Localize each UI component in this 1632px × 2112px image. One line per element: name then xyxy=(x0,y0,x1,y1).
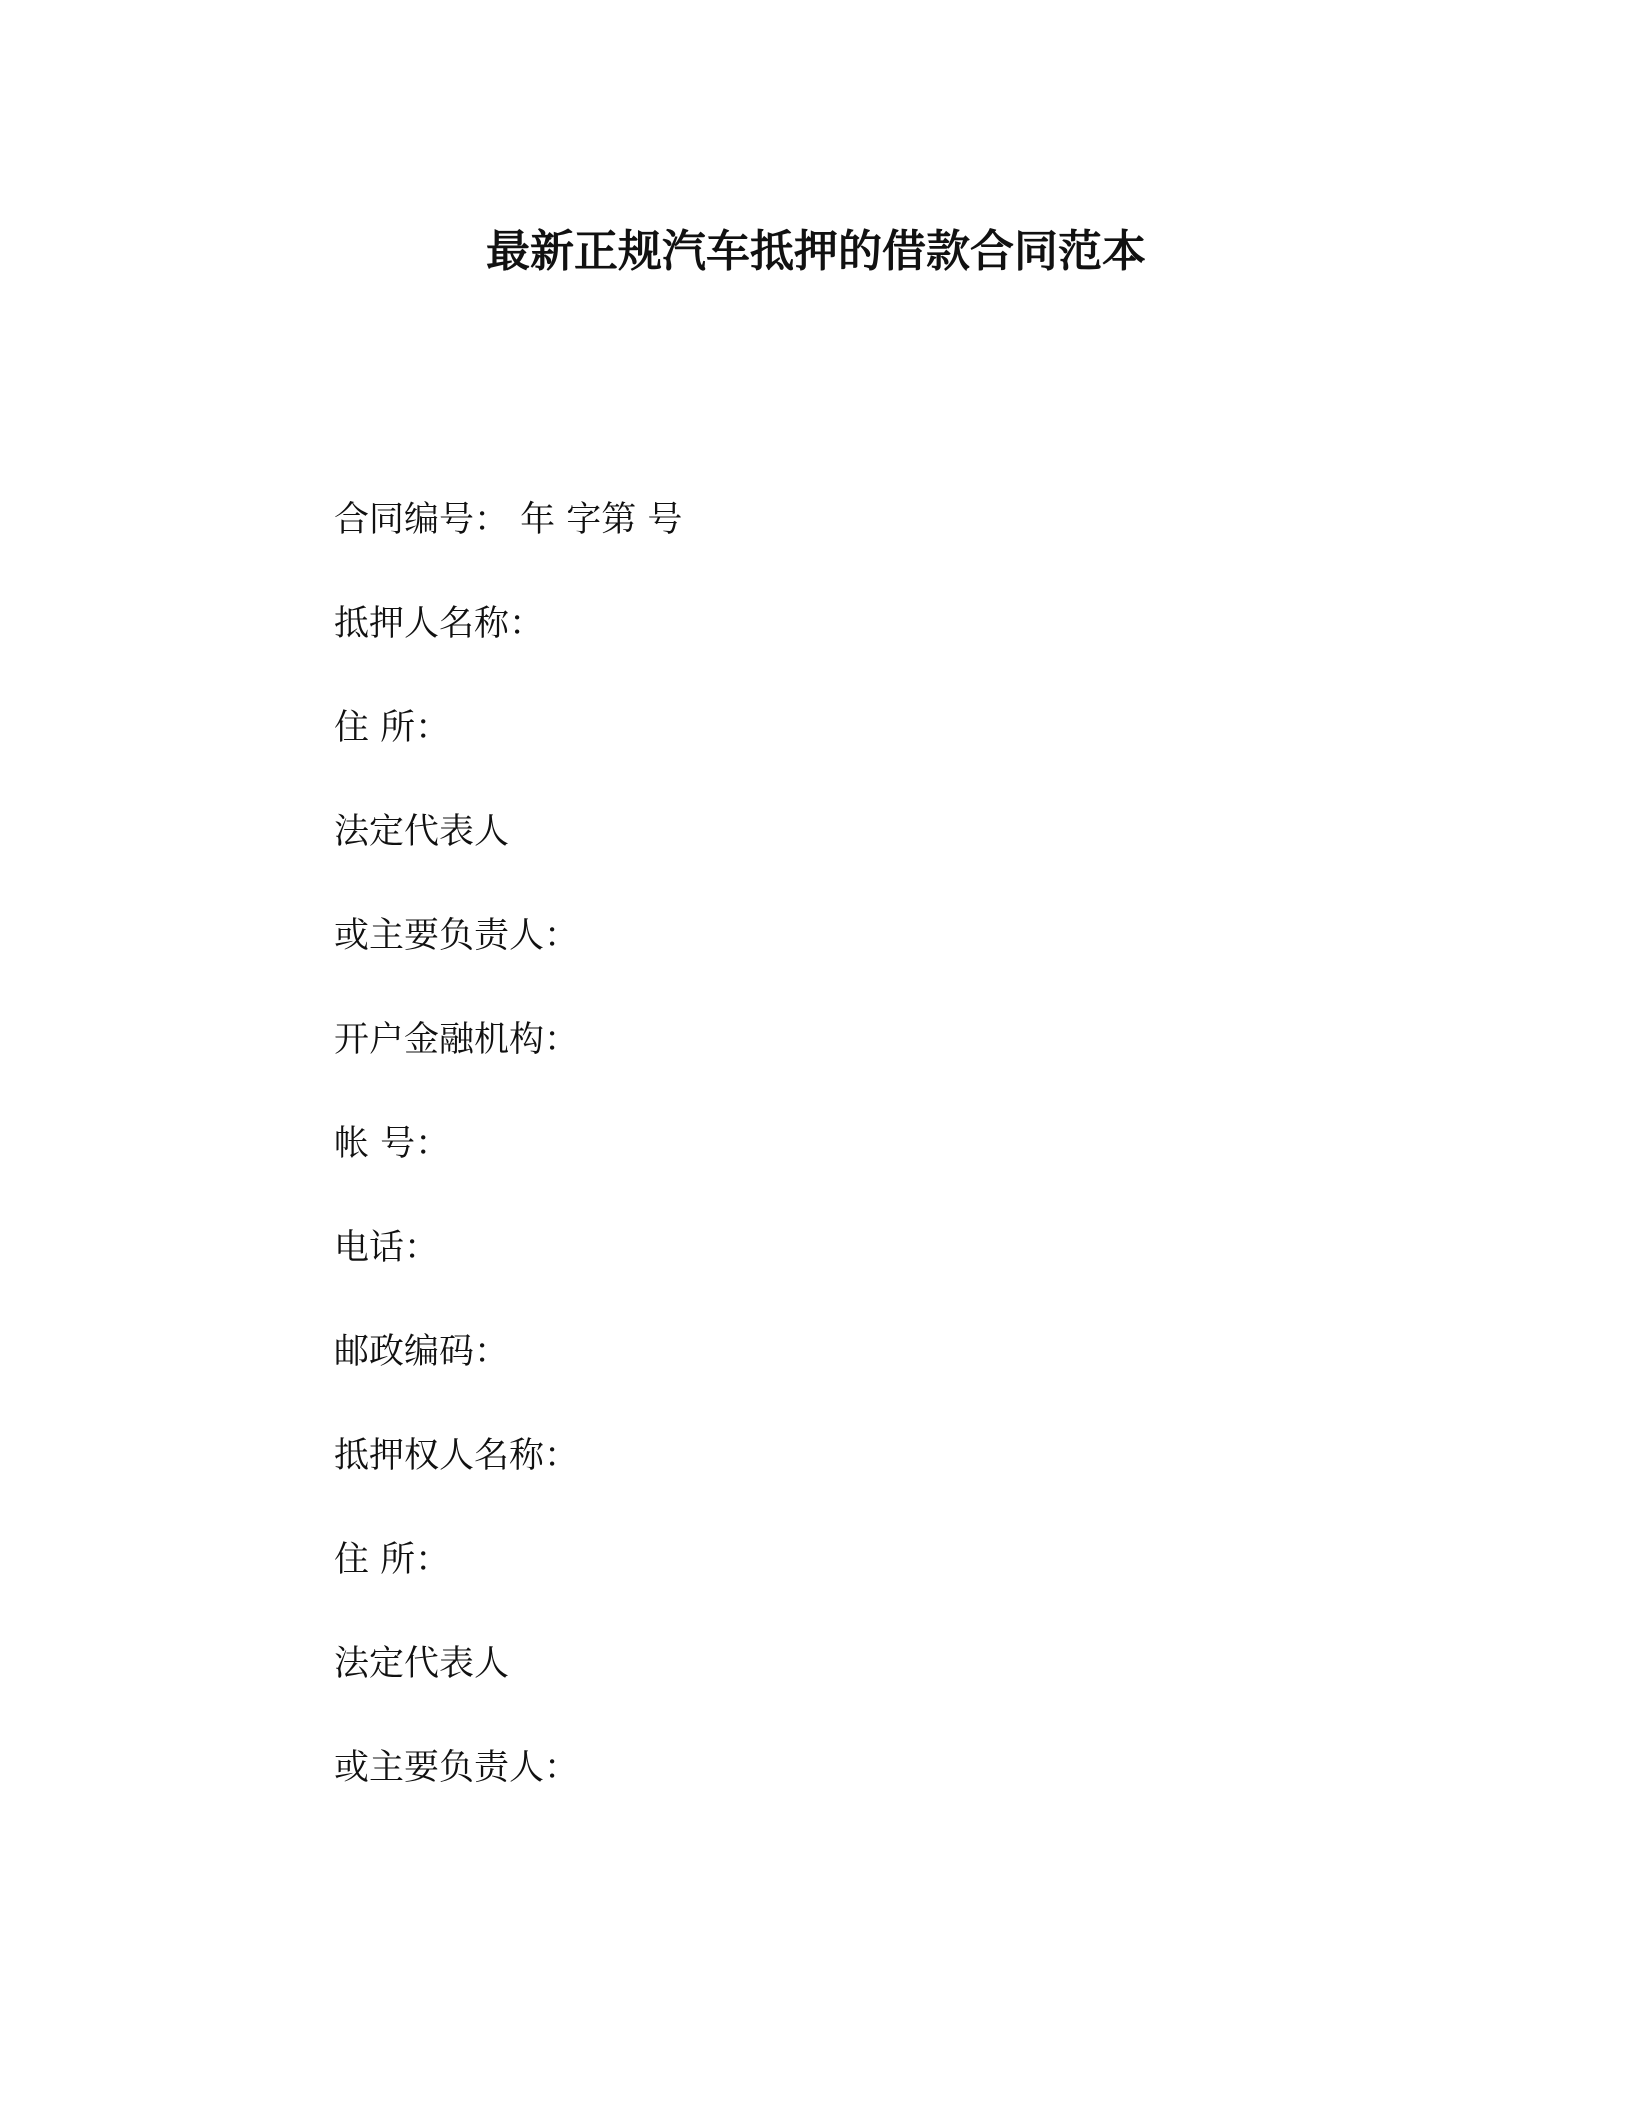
mortgagee-name-line: 抵押权人名称： xyxy=(334,1436,580,1476)
mortgagor-address-line: 住 所： xyxy=(334,708,451,748)
mortgagor-legal-rep-line: 法定代表人 xyxy=(334,812,510,852)
contract-number-line: 合同编号： 年 字第 号 xyxy=(334,500,683,540)
mortgagor-bank-line: 开户金融机构： xyxy=(334,1020,580,1060)
mortgagee-principal-line: 或主要负责人： xyxy=(334,1748,580,1788)
mortgagor-name-line: 抵押人名称： xyxy=(334,604,545,644)
mortgagee-address-line: 住 所： xyxy=(334,1540,451,1580)
mortgagor-postcode-line: 邮政编码： xyxy=(334,1332,510,1372)
mortgagee-legal-rep-line: 法定代表人 xyxy=(334,1644,510,1684)
mortgagor-principal-line: 或主要负责人： xyxy=(334,916,580,956)
mortgagor-account-line: 帐 号： xyxy=(334,1124,451,1164)
contract-field-list xyxy=(334,492,1434,1844)
document-title: 最新正规汽车抵押的借款合同范本 xyxy=(486,226,1146,277)
mortgagor-phone-line: 电话： xyxy=(334,1228,440,1268)
